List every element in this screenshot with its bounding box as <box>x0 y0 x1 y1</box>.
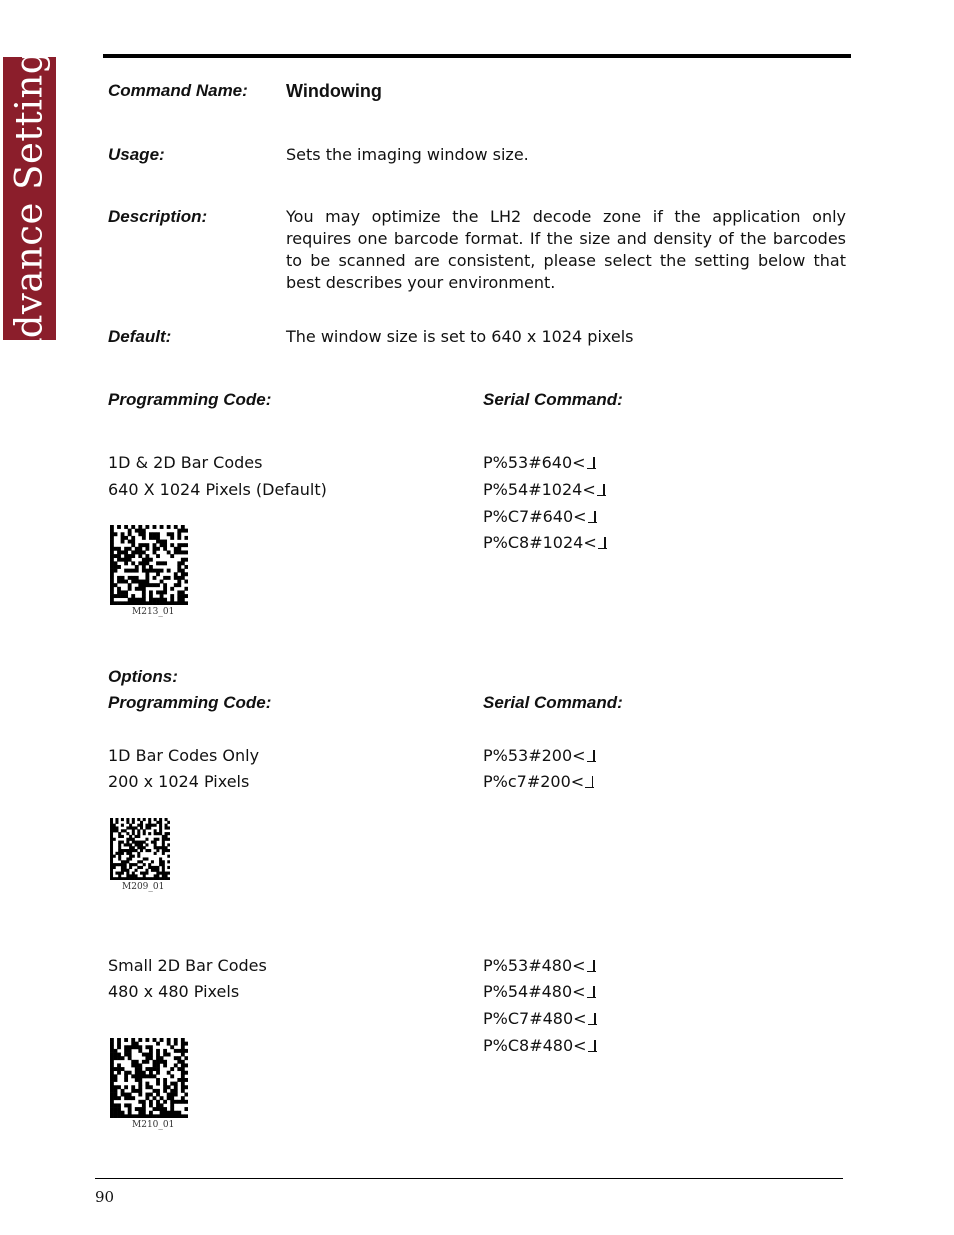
option2-line2: 480 x 480 Pixels <box>108 982 240 1001</box>
serial-command: P%C7#480< <box>483 1009 597 1028</box>
serial-command: P%53#480< <box>483 956 596 975</box>
serial-command: P%53#200< <box>483 746 596 765</box>
serial-command-heading: Serial Command: <box>483 693 623 712</box>
enter-key-icon <box>598 537 607 549</box>
command-name-label: Command Name: <box>108 81 248 100</box>
barcode-caption: M210_01 <box>132 1120 175 1130</box>
enter-key-icon <box>587 750 596 762</box>
serial-command: P%54#1024< <box>483 480 606 499</box>
top-rule <box>103 54 851 58</box>
option2-line1: Small 2D Bar Codes <box>108 956 267 975</box>
datamatrix-barcode-icon <box>110 818 170 880</box>
enter-key-icon <box>588 1013 597 1025</box>
option1-line2: 200 x 1024 Pixels <box>108 772 250 791</box>
serial-command: P%54#480< <box>483 982 596 1001</box>
bottom-rule <box>95 1178 843 1179</box>
datamatrix-barcode-icon <box>110 525 188 605</box>
barcode-caption: M213_01 <box>132 607 175 617</box>
section-side-tab-label: Advance Settings <box>7 30 51 366</box>
enter-key-icon <box>587 960 596 972</box>
serial-command: P%C7#640< <box>483 507 597 526</box>
serial-command: P%c7#200< <box>483 772 594 791</box>
enter-key-icon <box>588 511 597 523</box>
default-value: The window size is set to 640 x 1024 pixels <box>286 327 634 346</box>
enter-key-icon <box>588 1040 597 1052</box>
default-label: Default: <box>108 327 172 346</box>
serial-command: P%C8#1024< <box>483 533 607 552</box>
enter-key-icon <box>587 457 596 469</box>
page-number: 90 <box>95 1188 115 1206</box>
barcode-caption: M209_01 <box>122 882 165 892</box>
enter-key-icon <box>587 986 596 998</box>
default-option-line2: 640 X 1024 Pixels (Default) <box>108 480 327 499</box>
programming-code-heading: Programming Code: <box>108 390 272 409</box>
usage-value: Sets the imaging window size. <box>286 145 529 164</box>
serial-command-heading: Serial Command: <box>483 390 623 409</box>
enter-key-icon <box>597 484 606 496</box>
description-value: You may optimize the LH2 decode zone if the application only requires one barcode format. If the size and density of the barcodes to be scanned are consistent, please select the setting below that best describes your environment. <box>286 207 846 292</box>
datamatrix-barcode-icon <box>110 1038 188 1118</box>
usage-label: Usage: <box>108 145 165 164</box>
serial-command: P%53#640< <box>483 453 596 472</box>
option1-line1: 1D Bar Codes Only <box>108 746 260 765</box>
command-name-value: Windowing <box>286 81 382 101</box>
serial-command: P%C8#480< <box>483 1036 597 1055</box>
description-label: Description: <box>108 207 208 226</box>
section-side-tab <box>3 30 56 366</box>
programming-code-heading: Programming Code: <box>108 693 272 712</box>
default-option-line1: 1D & 2D Bar Codes <box>108 453 263 472</box>
enter-key-icon <box>585 776 594 788</box>
options-heading: Options: <box>108 667 178 686</box>
